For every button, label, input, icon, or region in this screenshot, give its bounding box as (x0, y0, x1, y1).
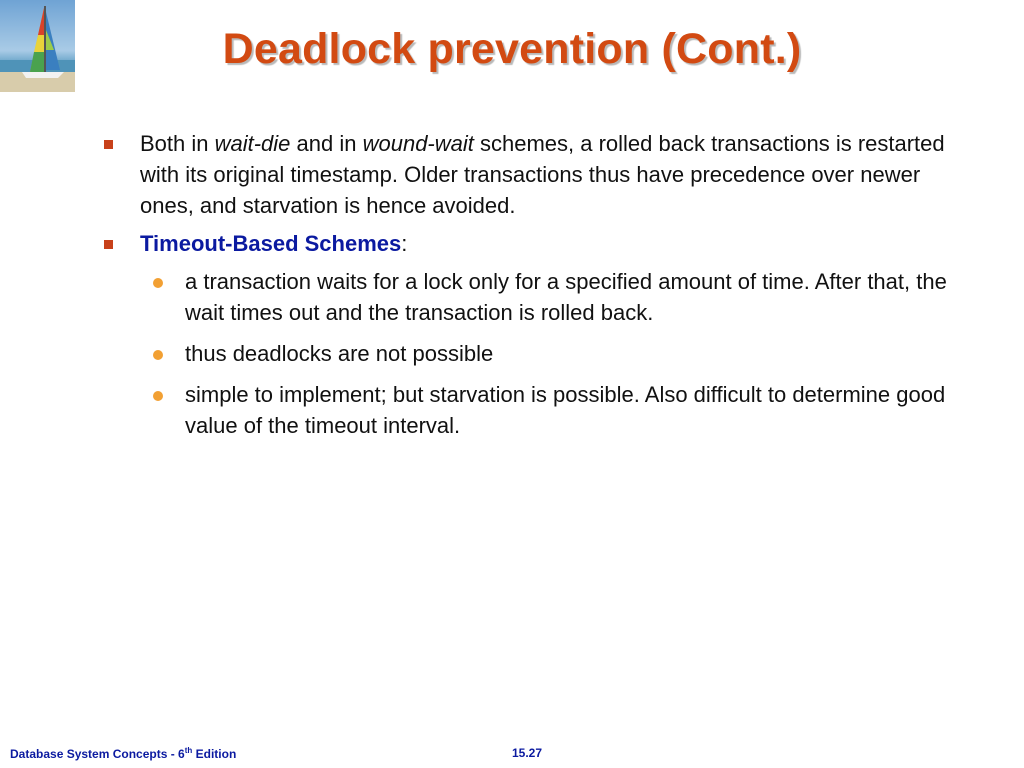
dot-bullet-icon (153, 278, 163, 288)
subbullet-text: a transaction waits for a lock only for a specified amount of time. After that, the wait times out and the transaction is rolled back. (185, 269, 947, 325)
subbullet-simple-to-implement (100, 379, 960, 441)
slide-title: Deadlock prevention (Cont.) (222, 25, 802, 73)
footer-edition-word: Edition (192, 747, 237, 761)
footer-edition-superscript: th (184, 746, 193, 755)
slide-content (100, 128, 960, 451)
subbullet-text: simple to implement; but starvation is possible. Also difficult to determine good value of the timeout interval. (185, 382, 946, 438)
square-bullet-icon (104, 240, 113, 249)
wait-die-term: wait-die (214, 131, 291, 156)
wound-wait-term: wound-wait (362, 131, 474, 156)
dot-bullet-icon (153, 391, 163, 401)
subbullet-transaction-waits (100, 266, 960, 328)
dot-bullet-icon (153, 350, 163, 360)
bullet-timeout-schemes (100, 228, 960, 259)
slide-number: 15.27 (512, 746, 543, 760)
footer-book-name: Database System Concepts - 6 (10, 747, 185, 761)
bullet-restart-timestamp (100, 128, 960, 221)
timeout-schemes-heading: Timeout-Based Schemes (140, 231, 402, 256)
bullet-text-suffix: schemes, a rolled back transactions is restarted with its original timestamp. Older transactions thus have precedence over newer ones, and starvation is hence avoided. (140, 131, 945, 218)
bullet-text-prefix: Both in (140, 131, 215, 156)
subbullet-no-deadlocks (100, 338, 960, 369)
subbullet-text: thus deadlocks are not possible (185, 341, 494, 366)
square-bullet-icon (104, 140, 113, 149)
heading-colon: : (401, 231, 408, 256)
footer-book-title (10, 746, 236, 761)
bullet-text-mid: and in (290, 131, 363, 156)
